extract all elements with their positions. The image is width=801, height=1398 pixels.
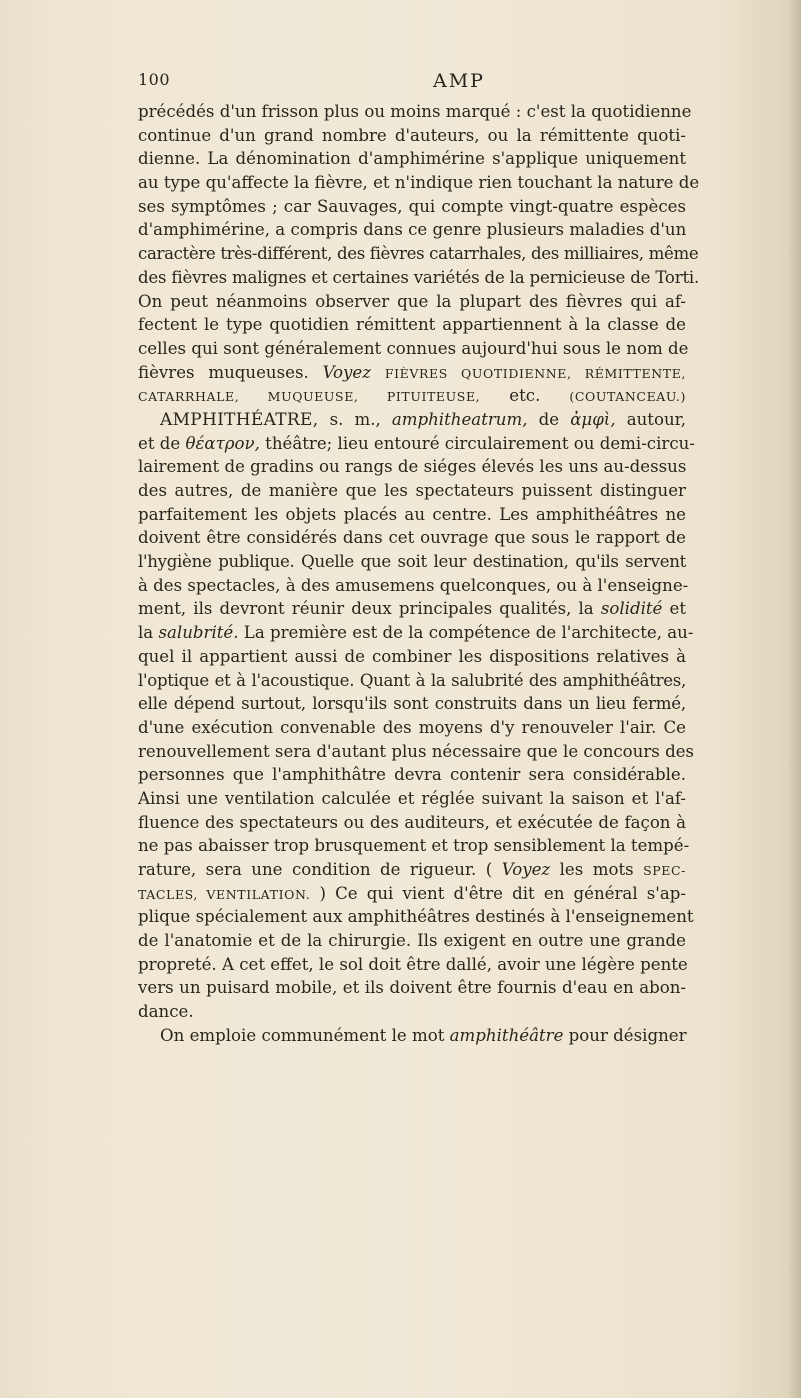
text-line: parfaitement les objets placés au centre. Les amphithéâtres ne bbox=[138, 504, 686, 524]
text-line: vers un puisard mobile, et ils doivent être fournis d'eau en abon- bbox=[138, 978, 686, 998]
text-line: plique spécialement aux amphithéâtres destinés à l'enseignement bbox=[138, 907, 694, 927]
page-edge-shadow bbox=[787, 0, 801, 1398]
text-run: de bbox=[538, 409, 560, 429]
greek-term: θέατρον, bbox=[185, 433, 260, 453]
text-line: personnes que l'amphithâtre devra contenir sera considérable. bbox=[138, 765, 686, 785]
text-line bbox=[138, 882, 686, 906]
text-line bbox=[138, 361, 686, 385]
text-run: la bbox=[138, 623, 154, 643]
text-line: doivent être considérés dans cet ouvrage que sous le rapport de bbox=[138, 528, 686, 548]
grammar-note: s. m., bbox=[329, 409, 381, 429]
text-line bbox=[138, 621, 694, 645]
text-line: elle dépend surtout, lorsqu'ils sont construits dans un lieu fermé, bbox=[138, 694, 686, 714]
cross-reference-terms: FIÈVRES QUOTIDIENNE, RÉMITTENTE, bbox=[384, 365, 686, 381]
text-line: renouvellement sera d'autant plus nécessaire que le concours des bbox=[138, 741, 695, 761]
page-number: 100 bbox=[138, 70, 171, 89]
cross-reference-voyez: Voyez bbox=[322, 362, 371, 382]
author-signature: (COUTANCEAU.) bbox=[569, 389, 686, 405]
text-run: autour, bbox=[626, 409, 687, 429]
text-line: caractère très-différent, des fièvres catarrhales, des milliaires, même bbox=[138, 244, 699, 264]
text-run: ment, ils devront réunir deux principales qualités, la bbox=[138, 599, 594, 619]
entry-headword-line bbox=[138, 408, 686, 432]
cross-reference-voyez: Voyez bbox=[501, 860, 551, 879]
cross-reference-terms: TACLES, VENTILATION. bbox=[138, 886, 311, 902]
text-line: fluence des spectateurs ou des auditeurs, et exécutée de façon à bbox=[138, 812, 686, 832]
text-line: quel il appartient aussi de combiner les dispositions relatives à bbox=[138, 646, 686, 666]
emphasis: amphithéâtre bbox=[449, 1025, 564, 1045]
text-run: fièvres muqueuses. bbox=[138, 362, 309, 382]
text-line bbox=[138, 597, 686, 621]
text-line: de l'anatomie et de la chirurgie. Ils exigent en outre une grande bbox=[138, 931, 686, 951]
text-line: ne pas abaisser trop brusquement et trop sensiblement la tempé- bbox=[138, 836, 690, 856]
text-line: des fièvres malignes et certaines variétés de la pernicieuse de Torti. bbox=[138, 267, 700, 287]
text-line: celles qui sont généralement connues aujourd'hui sous le nom de bbox=[138, 338, 689, 358]
text-line: d'une exécution convenable des moyens d'y renouveler l'air. Ce bbox=[138, 717, 686, 737]
text-run: rature, sera une condition de rigueur. ( bbox=[138, 860, 493, 879]
text-line: Ainsi une ventilation calculée et réglée suivant la saison et l'af- bbox=[138, 788, 686, 808]
entry-headword: AMPHITHÉATRE, bbox=[160, 409, 319, 430]
emphasis: salubrité. bbox=[158, 623, 239, 643]
text-line: dienne. La dénomination d'amphimérine s'applique uniquement bbox=[138, 149, 686, 169]
emphasis: solidité bbox=[600, 599, 663, 619]
text-line bbox=[138, 432, 695, 456]
text-line: continue d'un grand nombre d'auteurs, ou la rémittente quoti- bbox=[138, 125, 686, 145]
text-line: ses symptômes ; car Sauvages, qui compte vingt-quatre espèces bbox=[138, 196, 686, 216]
text-run: les mots bbox=[559, 860, 634, 879]
latin-term: amphitheatrum, bbox=[391, 409, 528, 429]
text-line bbox=[138, 858, 686, 882]
text-line: lairement de gradins ou rangs de siéges élevés les uns au-dessus bbox=[138, 457, 687, 477]
text-run: et de bbox=[138, 433, 181, 453]
running-head: AMP bbox=[433, 70, 485, 92]
text-line bbox=[138, 384, 686, 408]
text-line: l'hygiène publique. Quelle que soit leur destination, qu'ils servent bbox=[138, 552, 686, 572]
cross-reference-terms: CATARRHALE, MUQUEUSE, PITUITEUSE, bbox=[138, 389, 481, 405]
text-line: des autres, de manière que les spectateurs puissent distinguer bbox=[138, 481, 686, 500]
text-run: ) Ce qui vient d'être dit en général s'ap- bbox=[319, 883, 686, 903]
text-line: précédés d'un frisson plus ou moins marqué : c'est la quotidienne bbox=[138, 102, 692, 121]
greek-term: ἀμφὶ, bbox=[570, 409, 616, 429]
text-line bbox=[138, 1024, 686, 1048]
text-run: théâtre; lieu entouré circulairement ou demi-circu- bbox=[265, 433, 695, 453]
text-line: propreté. A cet effet, le sol doit être dallé, avoir une légère pente bbox=[138, 954, 688, 974]
text-run: et bbox=[669, 599, 686, 619]
body-text bbox=[138, 100, 700, 1048]
text-line: dance. bbox=[138, 1002, 194, 1022]
text-run: On emploie communément le mot bbox=[160, 1025, 445, 1045]
page-header bbox=[138, 70, 678, 94]
text-line: On peut néanmoins observer que la plupart des fièvres qui af- bbox=[138, 291, 686, 311]
text-line: fectent le type quotidien rémittent appartiennent à la classe de bbox=[138, 315, 686, 335]
text-line: l'optique et à l'acoustique. Quant à la salubrité des amphithéâtres, bbox=[138, 670, 686, 690]
cross-reference-terms: SPEC- bbox=[643, 863, 686, 878]
text-run: La première est de la compétence de l'architecte, au- bbox=[243, 623, 694, 643]
text-run: etc. bbox=[509, 386, 541, 406]
text-run: pour désigner bbox=[568, 1025, 687, 1045]
text-line: d'amphimérine, a compris dans ce genre plusieurs maladies d'un bbox=[138, 220, 687, 240]
text-line: au type qu'affecte la fièvre, et n'indique rien touchant la nature de bbox=[138, 173, 700, 193]
text-line: à des spectacles, à des amusemens quelconques, ou à l'enseigne- bbox=[138, 575, 689, 595]
